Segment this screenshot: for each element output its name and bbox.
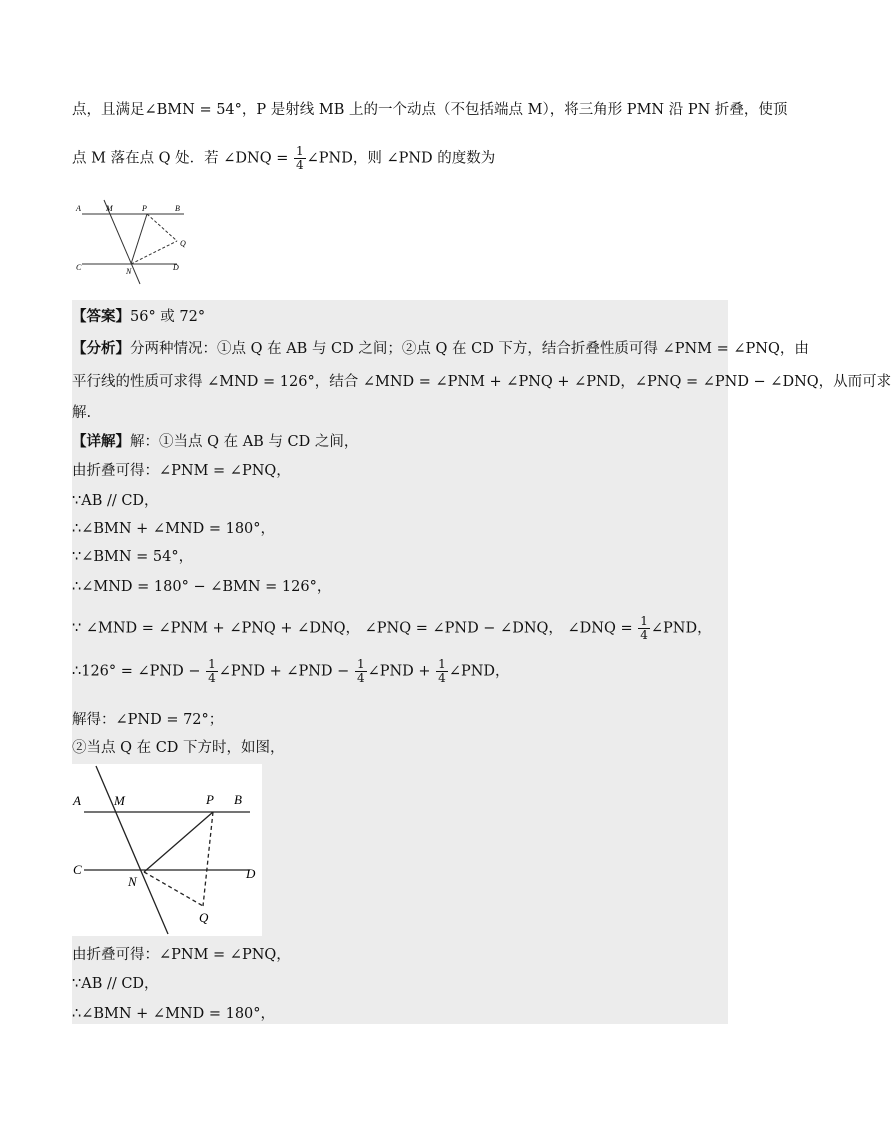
problem-line-2-end: ∠PND，则 ∠PND 的度数为 [306,150,496,167]
fig1-label-b: B [175,204,180,213]
segment-nq [131,241,177,264]
fig1-label-d: D [173,263,179,272]
fraction-denominator: 4 [296,158,304,172]
detail-l7-start: ∵ ∠MND = ∠PNM + ∠PNQ + ∠DNQ， ∠PNQ = ∠PND − ∠DNQ， ∠DNQ = [72,620,638,637]
detail-l8-c: ∠PND + [367,663,436,680]
detail-line-2: 由折叠可得：∠PNM = ∠PNQ， [72,463,291,479]
fraction [294,145,306,172]
segment-pq [203,812,213,906]
problem-line-1: 点，且满足∠BMN = 54°，P 是射线 MB 上的一个动点（不包括端点 M），将三角形 PMN 沿 PN 折叠，使顶 [72,102,788,118]
geometry-figure-1 [72,196,197,286]
detail-line-6: ∴∠MND = 180° − ∠BMN = 126°， [72,579,332,595]
segment-pn [144,812,213,872]
analysis-line-2: 平行线的性质可求得 ∠MND = 126°，结合 ∠MND = ∠PNM + ∠PNQ + ∠PND，∠PNQ = ∠PND − ∠DNQ，从而可求 [72,374,891,390]
detail-line-3: ∵AB // CD， [72,493,159,509]
fig1-label-p: P [142,204,147,213]
detail-text-1: 解：①当点 Q 在 AB 与 CD 之间， [130,434,359,450]
detail-line-13: ∴∠BMN + ∠MND = 180°， [72,1006,276,1022]
detail-line-11: 由折叠可得：∠PNM = ∠PNQ， [72,947,291,963]
analysis-text-1: 分两种情况：①点 Q 在 AB 与 CD 之间；②点 Q 在 CD 下方，结合折叠性质可得 ∠PNM = ∠PNQ，由 [130,341,809,357]
answer-line [72,305,205,326]
line-mn [96,766,168,934]
fraction [355,658,367,685]
detail-line-4: ∴∠BMN + ∠MND = 180°， [72,521,276,537]
fraction-numerator: 1 [640,614,648,628]
analysis-line-1 [72,337,809,358]
fig2-label-q: Q [199,910,209,925]
detail-line-9: 解得：∠PND = 72°； [72,712,224,728]
solution-block [72,300,891,1024]
fraction [436,658,448,685]
answer-value: 56° 或 72° [130,309,206,325]
fig2-label-b: B [234,792,242,807]
geometry-figure-2 [72,764,262,936]
fig2-label-p: P [206,792,214,807]
fig1-label-c: C [76,263,82,272]
problem-line-2 [72,145,495,172]
fraction [206,658,218,685]
fraction-numerator: 1 [438,657,446,671]
fig2-label-n: N [128,874,137,889]
fraction-numerator: 1 [296,144,304,158]
fraction [638,615,650,642]
detail-l8-a: ∴126° = ∠PND − [72,663,206,680]
detail-line-5: ∵∠BMN = 54°， [72,549,194,565]
segment-pq [147,214,177,241]
analysis-line-3: 解. [72,405,92,421]
answer-tag: 【答案】 [72,308,130,325]
fig1-label-n: N [126,267,132,276]
fig2-label-d: D [246,866,256,881]
detail-line-8 [72,658,510,685]
fraction-denominator: 4 [438,671,446,685]
fig2-label-a: A [73,793,81,808]
fraction-numerator: 1 [356,657,365,671]
detail-line-7 [72,615,712,642]
detail-line-1 [72,430,358,451]
analysis-tag: 【分析】 [72,340,130,357]
detail-line-10: ②当点 Q 在 CD 下方时，如图， [72,740,285,756]
problem-line-2-start: 点 M 落在点 Q 处．若 ∠DNQ = [72,150,293,167]
segment-nq [144,872,203,906]
fig1-label-m: M [106,204,113,213]
fig2-label-m: M [114,793,125,808]
detail-l8-b: ∠PND + ∠PND − [218,663,354,680]
detail-l7-end: ∠PND， [650,620,712,637]
fraction-denominator: 4 [640,628,648,642]
fraction-denominator: 4 [356,671,365,685]
fig1-label-q: Q [180,239,186,248]
fig2-label-c: C [73,862,82,877]
detail-tag: 【详解】 [72,433,130,450]
fraction-numerator: 1 [208,657,216,671]
detail-l8-d: ∠PND， [448,663,510,680]
fraction-denominator: 4 [208,671,216,685]
detail-line-12: ∵AB // CD， [72,976,159,992]
segment-pn [131,214,147,264]
fig1-label-a: A [76,204,81,213]
